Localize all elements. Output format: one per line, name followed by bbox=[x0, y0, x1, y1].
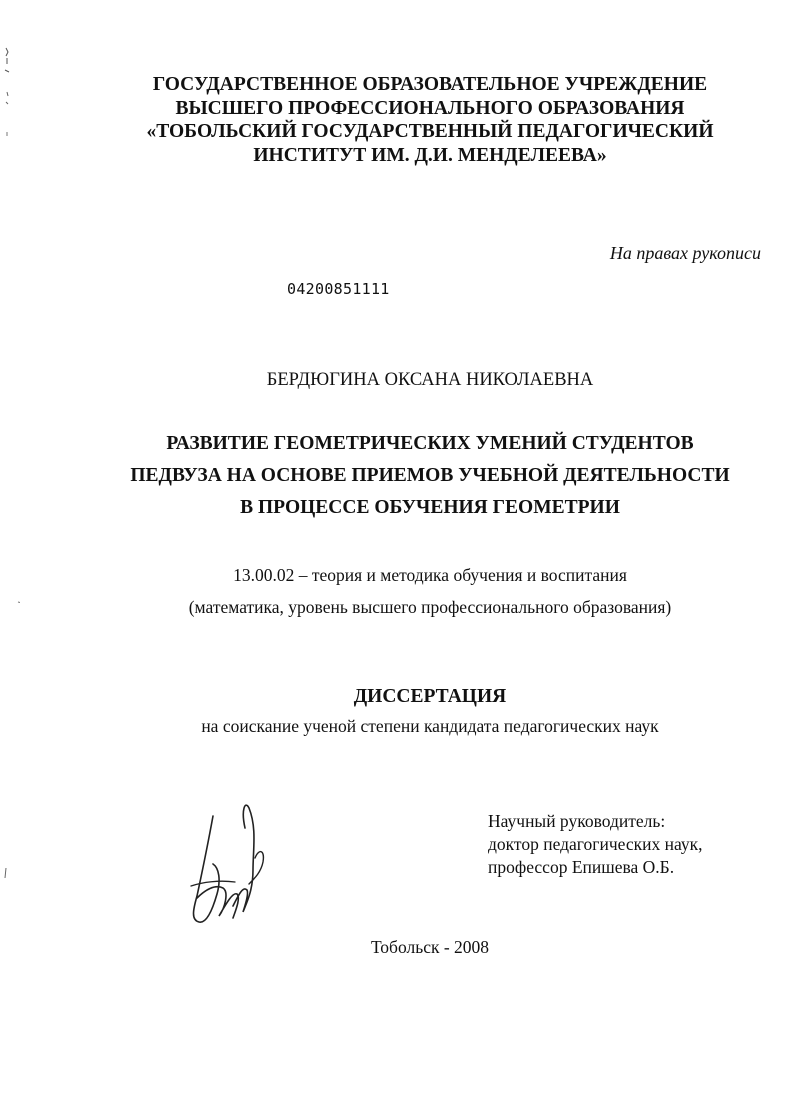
author-name: БЕРДЮГИНА ОКСАНА НИКОЛАЕВНА bbox=[266, 370, 594, 390]
supervisor-line: доктор педагогических наук, bbox=[488, 834, 703, 854]
library-stamp-number: 04200851111 bbox=[287, 280, 390, 298]
supervisor-line: Научный руководитель: bbox=[488, 811, 666, 831]
supervisor-block bbox=[488, 810, 702, 879]
title-line: РАЗВИТИЕ ГЕОМЕТРИЧЕСКИХ УМЕНИЙ СТУДЕНТОВ bbox=[166, 433, 694, 454]
institution-header bbox=[60, 73, 794, 167]
institution-line: «ТОБОЛЬСКИЙ ГОСУДАРСТВЕННЫЙ ПЕДАГОГИЧЕСКИЙ bbox=[146, 121, 714, 142]
institution-line: ГОСУДАРСТВЕННОЕ ОБРАЗОВАТЕЛЬНОЕ УЧРЕЖДЕНИЕ bbox=[152, 74, 708, 95]
title-line: В ПРОЦЕССЕ ОБУЧЕНИЯ ГЕОМЕТРИИ bbox=[240, 497, 620, 518]
dissertation-title bbox=[60, 428, 794, 524]
supervisor-line: профессор Епишева О.Б. bbox=[488, 857, 675, 877]
city-year: Тобольск - 2008 bbox=[370, 937, 490, 957]
degree-statement: на соискание ученой степени кандидата педагогических наук bbox=[201, 716, 659, 736]
title-line: ПЕДВУЗА НА ОСНОВЕ ПРИЕМОВ УЧЕБНОЙ ДЕЯТЕЛЬНОСТИ bbox=[130, 465, 730, 486]
specialty-line: 13.00.02 – теория и методика обучения и воспитания bbox=[233, 565, 627, 585]
signature-icon bbox=[183, 798, 273, 928]
document-type: ДИССЕРТАЦИЯ bbox=[353, 686, 507, 707]
specialty-line: (математика, уровень высшего профессионального образования) bbox=[188, 597, 672, 617]
institution-line: ВЫСШЕГО ПРОФЕССИОНАЛЬНОГО ОБРАЗОВАНИЯ bbox=[175, 97, 685, 119]
rights-note: На правах рукописи bbox=[609, 243, 761, 263]
specialty-code bbox=[60, 559, 794, 623]
institution-line: ИНСТИТУТ ИМ. Д.И. МЕНДЕЛЕЕВА» bbox=[253, 144, 607, 166]
scan-margin-marks bbox=[0, 40, 20, 900]
